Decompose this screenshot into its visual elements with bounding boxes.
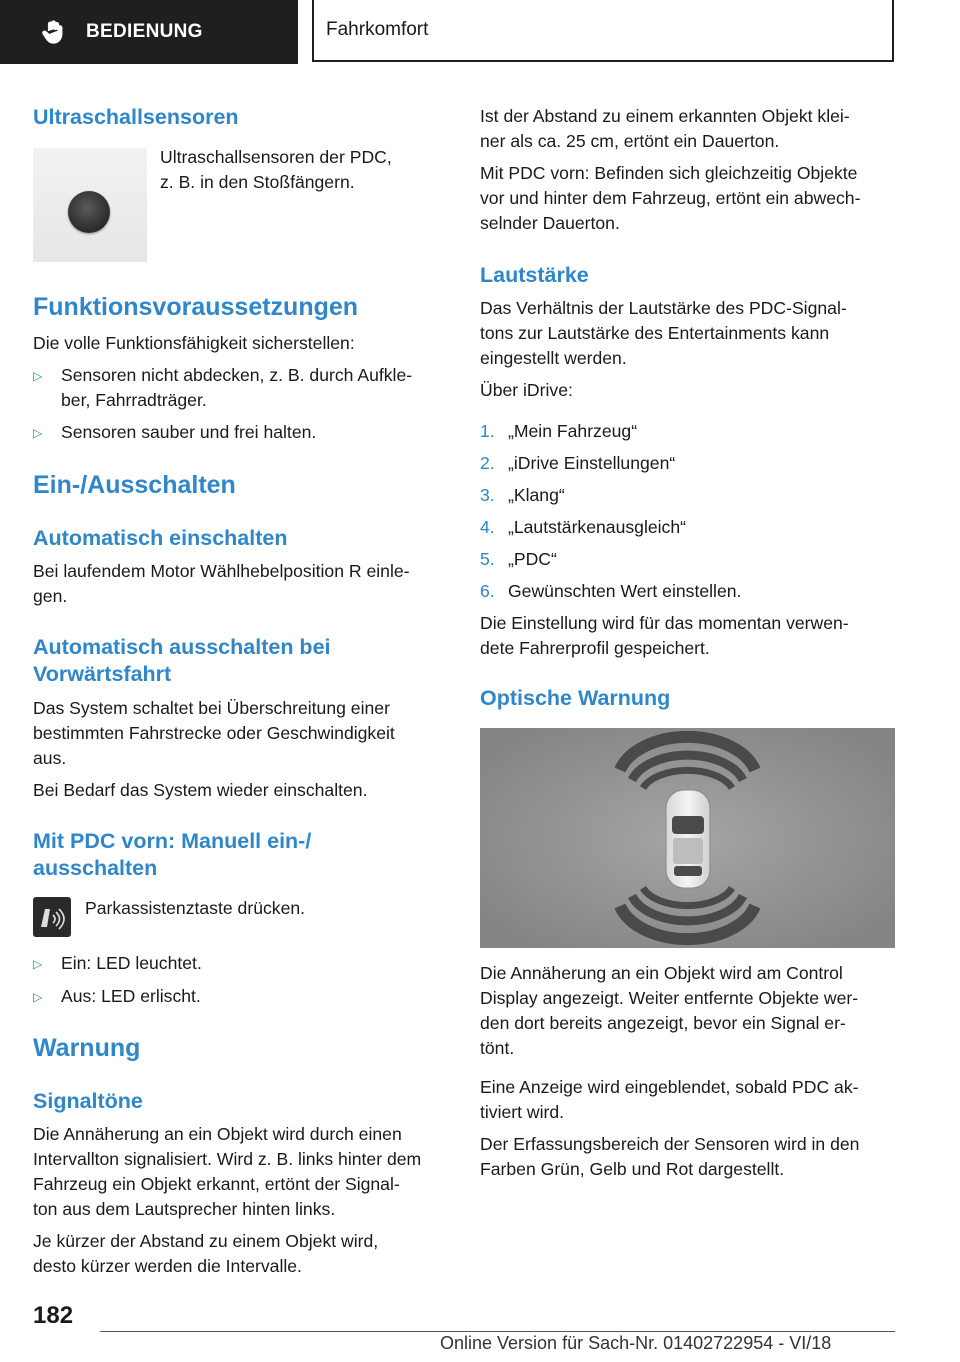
text-line: den dort bereits angezeigt, bevor ein Signal er-	[480, 1013, 846, 1033]
bullet-text: Sensoren sauber und frei halten.	[61, 422, 317, 442]
pdc-display-image	[480, 728, 895, 948]
list-item	[480, 515, 849, 540]
list-item	[480, 451, 849, 476]
list-item	[480, 483, 849, 508]
heading-lautstaerke: Lautstärke	[480, 263, 589, 287]
list-item	[480, 419, 849, 444]
step-number: 3.	[480, 485, 495, 505]
list-item	[33, 951, 202, 977]
text-line: Die Annäherung an ein Objekt wird am Control	[480, 963, 843, 983]
text-line: bestimmten Fahrstrecke oder Geschwindigkeit	[33, 723, 395, 743]
text-line: desto kürzer werden die Intervalle.	[33, 1256, 302, 1276]
heading-automatisch-ausschalten	[33, 634, 331, 688]
sensor-dot	[68, 191, 110, 233]
text-line: Intervallton signalisiert. Wird z. B. links hinter dem	[33, 1149, 422, 1169]
optisch-text	[480, 961, 900, 1182]
text-line: aus.	[33, 748, 67, 768]
step-number: 6.	[480, 581, 495, 601]
chapter-header	[312, 0, 894, 62]
parking-assistant-button-icon	[33, 897, 71, 937]
heading-mit-pdc-vorn	[33, 828, 311, 882]
text-line: ton aus dem Lautsprecher hinten links.	[33, 1199, 336, 1219]
step-text: Gewünschten Wert einstellen.	[508, 581, 742, 601]
sensor-image	[33, 148, 147, 262]
auto-aus-text	[33, 696, 395, 803]
step-number: 4.	[480, 517, 495, 537]
text-line: Die Einstellung wird für das momentan verwen-	[480, 613, 849, 633]
list-item	[33, 984, 202, 1010]
step-text: „Lautstärkenausgleich“	[508, 517, 686, 537]
text-line: tons zur Lautstärke des Entertainments kann	[480, 323, 830, 343]
list-item	[480, 579, 849, 604]
heading-ein-ausschalten: Ein-/Ausschalten	[33, 471, 236, 499]
heading-optische-warnung: Optische Warnung	[480, 686, 671, 710]
text-line: dete Fahrerprofil gespeichert.	[480, 638, 710, 658]
text-line: tiviert wird.	[480, 1102, 565, 1122]
page-number: 182	[33, 1302, 74, 1329]
chapter-label: Fahrkomfort	[326, 19, 429, 40]
step-number: 1.	[480, 421, 495, 441]
step-text: „PDC“	[508, 549, 557, 569]
heading-line: ausschalten	[33, 856, 158, 880]
heading-signaltoene: Signaltöne	[33, 1089, 143, 1113]
text-line: Eine Anzeige wird eingeblendet, sobald PDC ak-	[480, 1077, 859, 1097]
sensor-caption	[160, 145, 392, 195]
footer-version: Online Version für Sach-Nr. 01402722954 - VI/18	[440, 1333, 832, 1353]
text-line: Ist der Abstand zu einem erkannten Objekt klei-	[480, 106, 850, 126]
bullet-text: Aus: LED erlischt.	[61, 986, 201, 1006]
signal-text	[33, 1122, 453, 1279]
text-line: Die Annäherung an ein Objekt wird durch einen	[33, 1124, 402, 1144]
text-line: Das System schaltet bei Überschreitung einer	[33, 698, 390, 718]
bullet-text: ber, Fahrradträger.	[61, 390, 207, 410]
text-line: Mit PDC vorn: Befinden sich gleichzeitig Objekte	[480, 163, 858, 183]
text-line: Fahrzeug ein Objekt erkannt, ertönt der Signal-	[33, 1174, 400, 1194]
list-item	[33, 363, 451, 413]
manuell-list	[33, 951, 202, 1010]
text-line: Bei laufendem Motor Wählhebelposition R einle-	[33, 561, 410, 581]
caption-line: z. B. in den Stoßfängern.	[160, 172, 355, 192]
text-line: eingestellt werden.	[480, 348, 627, 368]
funktion-block	[33, 331, 451, 446]
footer-divider	[100, 1331, 895, 1332]
text-line: ner als ca. 25 cm, ertönt ein Dauerton.	[480, 131, 780, 151]
text-line: Bei Bedarf das System wieder einschalten.	[33, 780, 368, 800]
text-line: Der Erfassungsbereich der Sensoren wird in den	[480, 1134, 860, 1154]
triangle-bullet-icon: ▷	[33, 369, 43, 383]
step-text: „Klang“	[508, 485, 565, 505]
list-item	[33, 420, 451, 446]
step-number: 2.	[480, 453, 495, 473]
paragraph: Die volle Funktionsfähigkeit sicherstellen:	[33, 333, 355, 353]
text-line: Das Verhältnis der Lautstärke des PDC-Signal-	[480, 298, 847, 318]
heading-line: Mit PDC vorn: Manuell ein-/	[33, 829, 312, 853]
hand-icon	[40, 19, 66, 45]
right-intro	[480, 104, 900, 236]
step-number: 5.	[480, 549, 495, 569]
heading-line: Vorwärtsfahrt	[33, 662, 172, 686]
bullet-text: Sensoren nicht abdecken, z. B. durch Aufkle-	[61, 365, 413, 385]
text-line: gen.	[33, 586, 68, 606]
step-text: „Mein Fahrzeug“	[508, 421, 638, 441]
triangle-bullet-icon: ▷	[33, 957, 43, 971]
manuell-caption: Parkassistenztaste drücken.	[85, 898, 306, 918]
text-line: selnder Dauerton.	[480, 213, 620, 233]
text-line: Je kürzer der Abstand zu einem Objekt wird,	[33, 1231, 379, 1251]
bullet-text: Ein: LED leuchtet.	[61, 953, 202, 973]
heading-automatisch-einschalten: Automatisch einschalten	[33, 526, 288, 550]
text-line: tönt.	[480, 1038, 515, 1058]
heading-warnung: Warnung	[33, 1034, 141, 1062]
text-line: Farben Grün, Gelb und Rot dargestellt.	[480, 1159, 785, 1179]
text-line: Über iDrive:	[480, 380, 573, 400]
step-text: „iDrive Einstellungen“	[508, 453, 676, 473]
laut-text	[480, 296, 900, 403]
text-line: vor und hinter dem Fahrzeug, ertönt ein abwech-	[480, 188, 861, 208]
section-tab[interactable]	[0, 0, 298, 64]
auto-ein-text	[33, 559, 410, 609]
heading-ultraschallsensoren: Ultraschallsensoren	[33, 105, 239, 129]
heading-line: Automatisch ausschalten bei	[33, 635, 331, 659]
caption-line: Ultraschallsensoren der PDC,	[160, 147, 392, 167]
idrive-steps	[480, 419, 849, 661]
list-item	[480, 547, 849, 572]
text-line: Display angezeigt. Weiter entfernte Objekte wer-	[480, 988, 859, 1008]
triangle-bullet-icon: ▷	[33, 990, 43, 1004]
section-label: BEDIENUNG	[86, 21, 203, 42]
triangle-bullet-icon: ▷	[33, 426, 43, 440]
heading-funktionsvoraussetzungen: Funktionsvoraussetzungen	[33, 293, 359, 321]
